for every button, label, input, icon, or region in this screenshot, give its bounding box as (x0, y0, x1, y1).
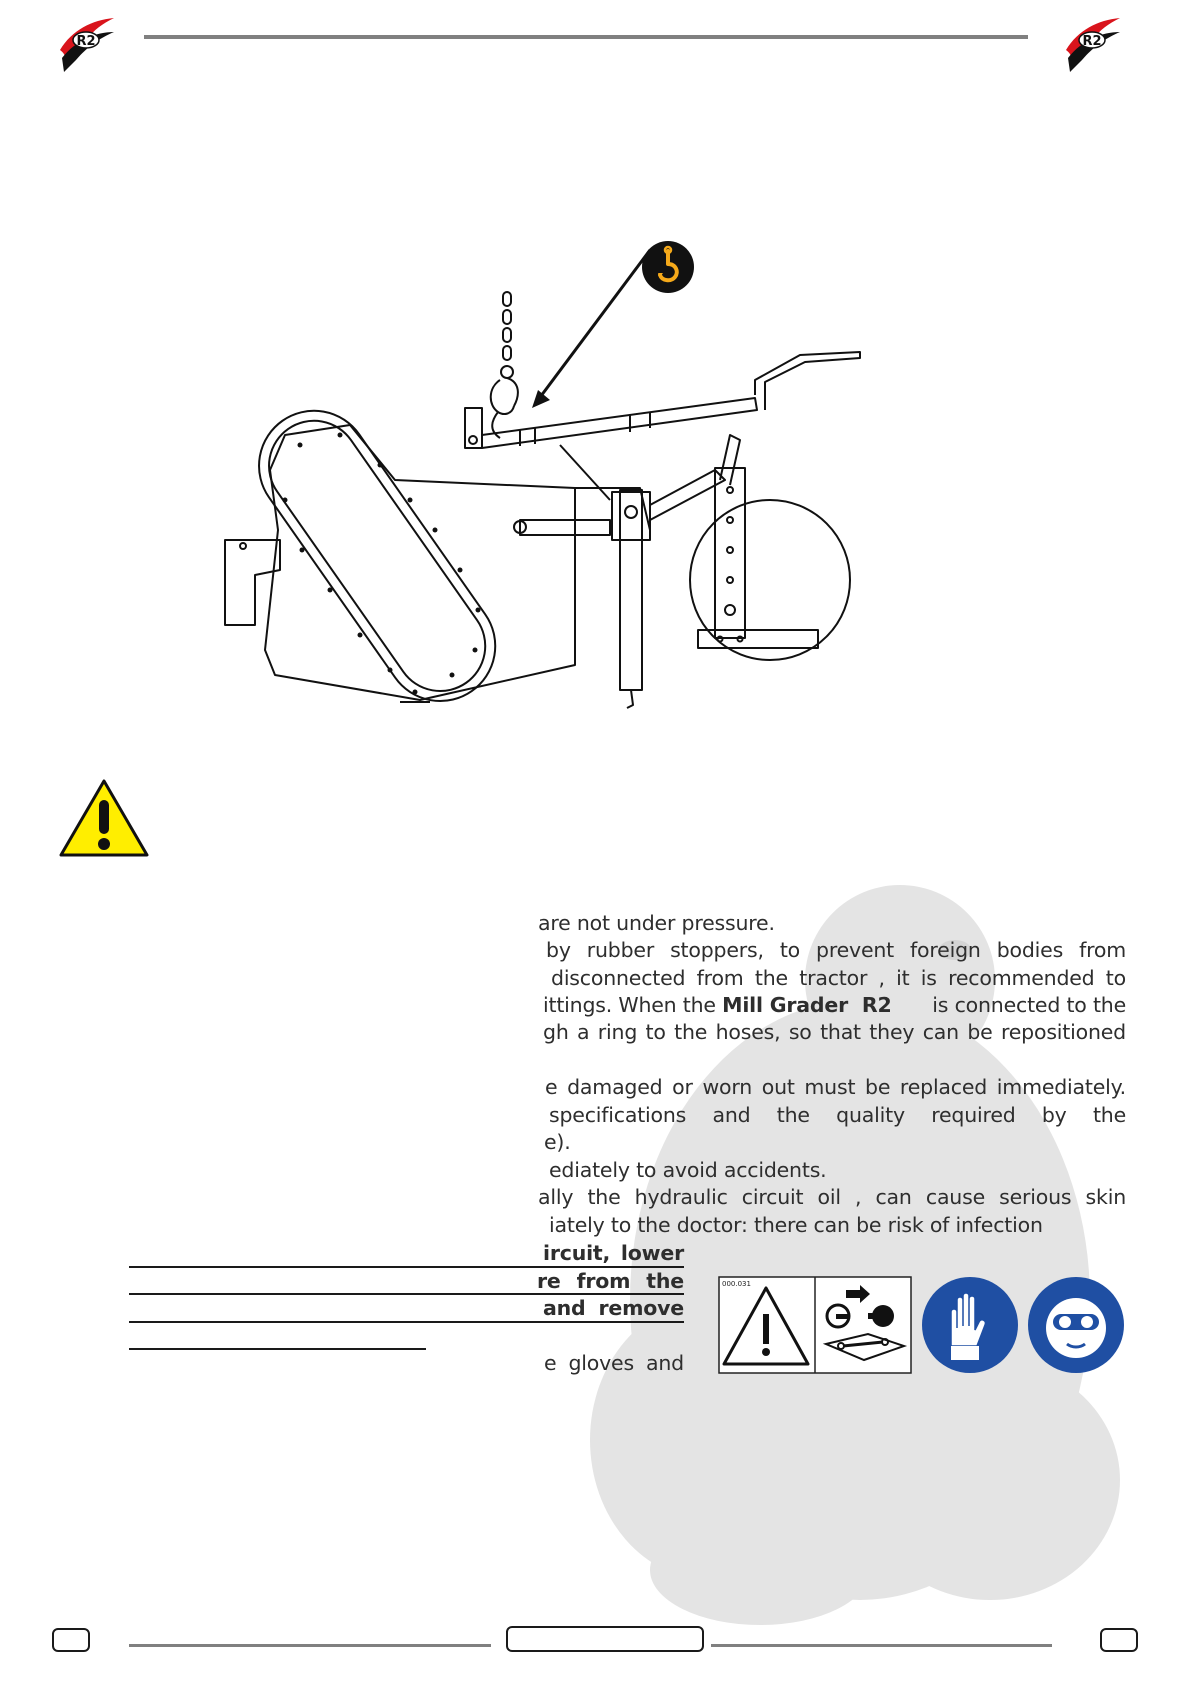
text-line (543, 992, 1126, 1019)
text-line: e gloves and (544, 1351, 684, 1375)
footer-rule-left (129, 1644, 491, 1647)
text-line: ally the hydraulic circuit oil , can cause serious skin (538, 1185, 1126, 1209)
text-line: by rubber stoppers, to prevent foreign bodies from (546, 938, 1126, 962)
text-line: gh a ring to the hoses, so that they can be repositioned (543, 1020, 1126, 1044)
text-line: disconnected from the tractor , it is recommended to (551, 966, 1126, 990)
hook-icon (641, 240, 695, 294)
page-number-right (1100, 1628, 1138, 1652)
gloves-mandatory-icon (921, 1276, 1019, 1374)
text-line: iately to the doctor: there can be risk of infection (549, 1213, 1043, 1237)
footer-rule-right (711, 1644, 1052, 1647)
logo-left-text: R2 (76, 34, 96, 49)
r2-logo-left-icon (52, 10, 118, 76)
logo-right-text: R2 (1082, 34, 1102, 49)
text-line: are not under pressure. (538, 911, 775, 935)
goggles-mandatory-icon (1027, 1276, 1125, 1374)
product-name: Mill Grader R2 (722, 993, 892, 1017)
text-line: specifications and the quality required by the (549, 1103, 1126, 1127)
mill-grader-lifting-diagram (220, 230, 890, 730)
underline-rule (129, 1266, 684, 1268)
sticker-code: 000.031 (722, 1280, 751, 1288)
r2-logo-right-icon (1058, 10, 1124, 76)
text-line: ediately to avoid accidents. (549, 1158, 827, 1182)
warning-triangle-icon (58, 778, 150, 858)
text-fragment: ittings. When the (543, 993, 723, 1017)
underline-rule (129, 1321, 684, 1323)
warning-manual-sticker-icon (718, 1276, 912, 1374)
page-number-left (52, 1628, 90, 1652)
underline-rule (129, 1348, 426, 1350)
text-line: e). (544, 1130, 571, 1154)
underline-rule (129, 1293, 684, 1295)
header-rule (144, 35, 1028, 39)
text-line: e damaged or worn out must be replaced immediately. (545, 1075, 1126, 1099)
page-center-box (506, 1626, 704, 1652)
text-line: and remove (543, 1296, 684, 1320)
text-line: re from the (537, 1269, 684, 1293)
text-fragment: is connected to the (932, 993, 1126, 1017)
text-line: ircuit, lower (543, 1241, 684, 1265)
